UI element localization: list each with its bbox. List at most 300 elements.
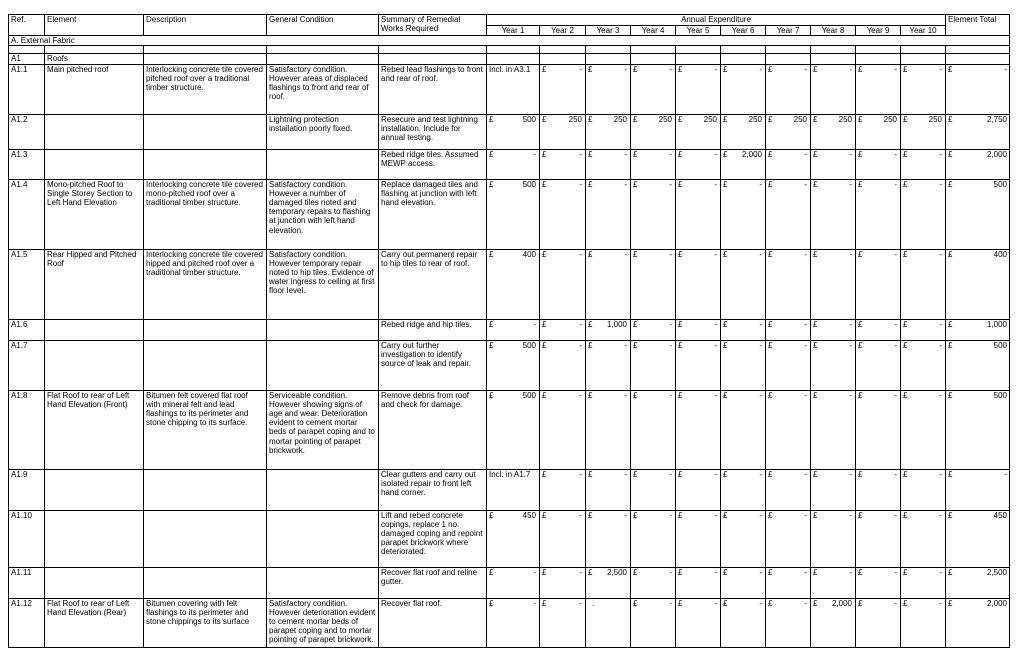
row-year-7-value: - bbox=[804, 510, 807, 520]
currency-symbol: £ bbox=[768, 64, 773, 74]
row-year-5-value: - bbox=[714, 340, 717, 350]
currency-symbol: £ bbox=[948, 567, 953, 577]
currency-symbol: £ bbox=[588, 567, 593, 577]
row-general-condition: Satisfactory condition. However deterioration evident to cement mortar beds of parapet coping and to mortar pointing of parapet brickwork. bbox=[267, 598, 379, 647]
currency-symbol: £ bbox=[542, 149, 547, 159]
row-year-8-value: - bbox=[849, 249, 852, 259]
currency-symbol: £ bbox=[858, 598, 863, 608]
row-element-total-cell bbox=[946, 179, 1010, 249]
row-year-9-cell bbox=[856, 390, 901, 469]
currency-symbol: £ bbox=[858, 510, 863, 520]
row-year-9-value: - bbox=[894, 567, 897, 577]
currency-symbol: £ bbox=[903, 64, 908, 74]
row-year-5-value: - bbox=[714, 390, 717, 400]
table-row bbox=[9, 179, 1010, 249]
row-year-7-value: - bbox=[804, 598, 807, 608]
row-year-5-value: - bbox=[714, 567, 717, 577]
row-element bbox=[45, 340, 144, 390]
row-year-2-value: - bbox=[579, 179, 582, 189]
row-year-5-value: - bbox=[714, 149, 717, 159]
table-row bbox=[9, 249, 1010, 319]
row-ref: A1.6 bbox=[9, 319, 45, 340]
row-year-7-value: - bbox=[804, 390, 807, 400]
row-remedial-works: Rebed ridge and hip tiles. bbox=[379, 319, 487, 340]
row-description: Bitumen covering with felt flashings to its perimeter and stone chippings to its surface bbox=[144, 598, 267, 647]
row-description bbox=[144, 319, 267, 340]
row-year-10-value: - bbox=[939, 510, 942, 520]
row-year-8-value: 2,000 bbox=[831, 598, 852, 608]
currency-symbol: £ bbox=[678, 510, 683, 520]
row-year-1-value: 450 bbox=[522, 510, 536, 520]
currency-symbol: £ bbox=[768, 390, 773, 400]
row-year-10-value: - bbox=[939, 249, 942, 259]
row-description: Bitumen felt covered flat roof with mineral felt and lead flashings to its perimeter and stone chipping to its surface. bbox=[144, 390, 267, 469]
row-description bbox=[144, 510, 267, 567]
row-year-9-value: - bbox=[894, 249, 897, 259]
currency-symbol: £ bbox=[723, 319, 728, 329]
row-element-total-cell bbox=[946, 114, 1010, 149]
group-ref: A1 bbox=[9, 54, 45, 64]
currency-symbol: £ bbox=[903, 179, 908, 189]
row-year-1-cell bbox=[487, 510, 540, 567]
currency-symbol: £ bbox=[948, 249, 953, 259]
row-year-3-value: - bbox=[624, 469, 627, 479]
row-year-2-cell bbox=[540, 469, 586, 510]
row-year-9-value: 250 bbox=[883, 114, 897, 124]
currency-symbol: £ bbox=[542, 179, 547, 189]
currency-symbol: £ bbox=[542, 340, 547, 350]
currency-symbol: £ bbox=[903, 249, 908, 259]
row-year-8-value: - bbox=[849, 510, 852, 520]
row-year-3-cell bbox=[586, 249, 631, 319]
currency-symbol: £ bbox=[768, 249, 773, 259]
row-year-6-cell bbox=[721, 340, 766, 390]
currency-symbol: £ bbox=[633, 390, 638, 400]
currency-symbol: £ bbox=[588, 249, 593, 259]
row-year-10-value: - bbox=[939, 598, 942, 608]
row-element-total-cell bbox=[946, 319, 1010, 340]
currency-symbol: £ bbox=[903, 598, 908, 608]
row-year-4-cell bbox=[631, 249, 676, 319]
row-ref: A1.2 bbox=[9, 114, 45, 149]
row-year-5-cell bbox=[676, 390, 721, 469]
row-element bbox=[45, 114, 144, 149]
table-row bbox=[9, 390, 1010, 469]
row-year-7-cell bbox=[766, 249, 811, 319]
row-year-6-value: 250 bbox=[748, 114, 762, 124]
row-year-5-value: 250 bbox=[703, 114, 717, 124]
currency-symbol: £ bbox=[542, 510, 547, 520]
header-general-condition: General Condition bbox=[267, 15, 379, 36]
currency-symbol: £ bbox=[678, 64, 683, 74]
row-year-7-cell bbox=[766, 64, 811, 114]
currency-symbol: £ bbox=[723, 340, 728, 350]
currency-symbol: £ bbox=[948, 319, 953, 329]
row-general-condition bbox=[267, 319, 379, 340]
table-row bbox=[9, 149, 1010, 179]
row-year-6-value: - bbox=[759, 249, 762, 259]
row-year-3-cell bbox=[586, 510, 631, 567]
row-remedial-works: Recover flat roof. bbox=[379, 598, 487, 647]
row-year-3-value: 2,500 bbox=[606, 567, 627, 577]
row-year-9-cell bbox=[856, 149, 901, 179]
row-year-4-cell bbox=[631, 64, 676, 114]
row-year-2-cell bbox=[540, 319, 586, 340]
row-year-7-value: - bbox=[804, 469, 807, 479]
table-row bbox=[9, 319, 1010, 340]
row-ref: A1.11 bbox=[9, 567, 45, 598]
row-year-4-cell bbox=[631, 179, 676, 249]
row-year-1-cell bbox=[487, 319, 540, 340]
row-year-10-cell bbox=[901, 390, 946, 469]
row-year-7-cell bbox=[766, 179, 811, 249]
row-year-4-value: - bbox=[669, 319, 672, 329]
row-year-2-value: - bbox=[579, 567, 582, 577]
row-remedial-works: Clear gutters and carry out isolated repair to front left hand corner. bbox=[379, 469, 487, 510]
row-year-5-cell bbox=[676, 469, 721, 510]
row-element-total-value: 500 bbox=[993, 340, 1007, 350]
currency-symbol: £ bbox=[768, 149, 773, 159]
row-year-2-value: - bbox=[579, 340, 582, 350]
row-year-8-cell bbox=[811, 567, 856, 598]
row-element bbox=[45, 510, 144, 567]
currency-symbol: £ bbox=[858, 319, 863, 329]
row-year-4-cell bbox=[631, 598, 676, 647]
row-remedial-works: Remove debris from roof and check for damage. bbox=[379, 390, 487, 469]
row-year-6-value: - bbox=[759, 510, 762, 520]
row-year-9-cell bbox=[856, 64, 901, 114]
row-year-5-cell bbox=[676, 340, 721, 390]
row-year-4-cell bbox=[631, 390, 676, 469]
row-year-3-cell bbox=[586, 598, 631, 647]
row-year-1-value: - bbox=[533, 319, 536, 329]
row-year-2-value: - bbox=[579, 64, 582, 74]
row-description: Interlocking concrete tile covered hipped and pitched roof over a traditional timber structure. bbox=[144, 249, 267, 319]
row-element: Main pitched roof bbox=[45, 64, 144, 114]
row-year-6-cell bbox=[721, 114, 766, 149]
row-element-total-value: 2,000 bbox=[986, 598, 1007, 608]
currency-symbol: £ bbox=[768, 114, 773, 124]
currency-symbol: £ bbox=[723, 114, 728, 124]
row-element-total-cell bbox=[946, 567, 1010, 598]
currency-symbol: £ bbox=[948, 114, 953, 124]
currency-symbol: £ bbox=[489, 319, 494, 329]
row-year-10-value: - bbox=[939, 179, 942, 189]
currency-symbol: £ bbox=[903, 510, 908, 520]
row-year-6-cell bbox=[721, 249, 766, 319]
currency-symbol: £ bbox=[813, 249, 818, 259]
row-description bbox=[144, 114, 267, 149]
currency-symbol: £ bbox=[948, 510, 953, 520]
currency-symbol: £ bbox=[948, 469, 953, 479]
currency-symbol: £ bbox=[633, 179, 638, 189]
row-year-10-cell bbox=[901, 249, 946, 319]
currency-symbol: £ bbox=[489, 567, 494, 577]
currency-symbol: £ bbox=[813, 340, 818, 350]
row-ref: A1.5 bbox=[9, 249, 45, 319]
row-year-8-value: - bbox=[849, 390, 852, 400]
row-year-6-value: - bbox=[759, 469, 762, 479]
row-year-6-cell bbox=[721, 469, 766, 510]
row-year-5-cell bbox=[676, 598, 721, 647]
row-year-2-value: - bbox=[579, 319, 582, 329]
row-year-4-value: - bbox=[669, 567, 672, 577]
row-general-condition: Satisfactory condition. However a number of damaged tiles noted and temporary repairs to flashing at junction with left hand elevation. bbox=[267, 179, 379, 249]
row-year-8-cell bbox=[811, 598, 856, 647]
row-year-5-value: - bbox=[714, 510, 717, 520]
header-year-4: Year 4 bbox=[631, 26, 676, 36]
header-ref: Ref. bbox=[9, 15, 45, 36]
row-year-2-value: - bbox=[579, 510, 582, 520]
row-year-7-cell bbox=[766, 567, 811, 598]
row-description bbox=[144, 340, 267, 390]
row-year-5-cell bbox=[676, 114, 721, 149]
header-year-8: Year 8 bbox=[811, 26, 856, 36]
row-year-1-value: - bbox=[533, 567, 536, 577]
currency-symbol: £ bbox=[588, 319, 593, 329]
row-general-condition: Satisfactory condition. However temporary repair noted to hip tiles. Evidence of water ingress to ceiling at first floor level. bbox=[267, 249, 379, 319]
row-year-6-value: - bbox=[759, 598, 762, 608]
row-ref: A1.8 bbox=[9, 390, 45, 469]
row-year-6-value: - bbox=[759, 319, 762, 329]
currency-symbol: £ bbox=[633, 64, 638, 74]
row-year-7-value: 250 bbox=[793, 114, 807, 124]
row-year-10-cell bbox=[901, 179, 946, 249]
row-year-7-cell bbox=[766, 319, 811, 340]
currency-symbol: £ bbox=[633, 149, 638, 159]
row-year-1-cell bbox=[487, 567, 540, 598]
currency-symbol: £ bbox=[903, 567, 908, 577]
row-year-8-cell bbox=[811, 64, 856, 114]
row-element-total-value: 500 bbox=[993, 390, 1007, 400]
row-year-5-value: - bbox=[714, 249, 717, 259]
row-element-total-cell bbox=[946, 598, 1010, 647]
row-year-3-cell bbox=[586, 114, 631, 149]
currency-symbol: £ bbox=[633, 319, 638, 329]
row-ref: A1.10 bbox=[9, 510, 45, 567]
currency-symbol: £ bbox=[948, 149, 953, 159]
row-year-9-cell bbox=[856, 567, 901, 598]
row-year-3-value: - bbox=[624, 179, 627, 189]
row-year-8-cell bbox=[811, 179, 856, 249]
row-ref: A1.3 bbox=[9, 149, 45, 179]
row-year-9-cell bbox=[856, 179, 901, 249]
row-year-3-cell bbox=[586, 149, 631, 179]
row-year-9-value: - bbox=[894, 64, 897, 74]
row-year-8-cell bbox=[811, 510, 856, 567]
row-year-4-value: - bbox=[669, 149, 672, 159]
row-year-3-value: 1,000 bbox=[606, 319, 627, 329]
row-element-total-cell bbox=[946, 510, 1010, 567]
row-element-total-cell bbox=[946, 469, 1010, 510]
row-description: Interlocking concrete tile covered pitched roof over a traditional timber structure. bbox=[144, 64, 267, 114]
currency-symbol: £ bbox=[489, 114, 494, 124]
currency-symbol: £ bbox=[948, 340, 953, 350]
row-year-2-value: 250 bbox=[568, 114, 582, 124]
row-year-1-cell bbox=[487, 179, 540, 249]
row-year-1-value: 500 bbox=[522, 390, 536, 400]
currency-symbol: £ bbox=[678, 340, 683, 350]
currency-symbol: £ bbox=[768, 567, 773, 577]
currency-symbol: £ bbox=[813, 469, 818, 479]
row-year-7-cell bbox=[766, 598, 811, 647]
row-remedial-works: Resecure and test lightning installation. Include for annual testing. bbox=[379, 114, 487, 149]
table-row bbox=[9, 598, 1010, 647]
row-year-1-value: Incl. in A3.1 bbox=[487, 64, 540, 114]
row-year-5-cell bbox=[676, 249, 721, 319]
row-element-total-cell bbox=[946, 340, 1010, 390]
row-general-condition bbox=[267, 340, 379, 390]
currency-symbol: £ bbox=[858, 179, 863, 189]
currency-symbol: £ bbox=[723, 249, 728, 259]
row-element-total-value: 2,500 bbox=[986, 567, 1007, 577]
row-year-8-cell bbox=[811, 469, 856, 510]
currency-symbol: £ bbox=[903, 149, 908, 159]
currency-symbol: £ bbox=[723, 469, 728, 479]
currency-symbol: £ bbox=[489, 249, 494, 259]
row-year-3-cell bbox=[586, 567, 631, 598]
currency-symbol: £ bbox=[858, 149, 863, 159]
currency-symbol: £ bbox=[542, 567, 547, 577]
row-year-7-cell bbox=[766, 114, 811, 149]
row-year-9-value: - bbox=[894, 390, 897, 400]
group-row bbox=[9, 54, 1010, 64]
row-year-1-cell bbox=[487, 390, 540, 469]
header-year-1: Year 1 bbox=[487, 26, 540, 36]
row-year-10-value: - bbox=[939, 469, 942, 479]
row-year-10-cell bbox=[901, 114, 946, 149]
currency-symbol: £ bbox=[489, 598, 494, 608]
currency-symbol: £ bbox=[948, 598, 953, 608]
row-year-10-cell bbox=[901, 510, 946, 567]
row-year-5-cell bbox=[676, 567, 721, 598]
currency-symbol: £ bbox=[723, 510, 728, 520]
row-element-total-cell bbox=[946, 390, 1010, 469]
row-year-6-value: - bbox=[759, 390, 762, 400]
row-year-1-value: 500 bbox=[522, 114, 536, 124]
row-general-condition: Serviceable condition. However showing signs of age and wear. Deterioration evident to cement mortar beds of parapet coping and to mortar pointing of parapet brickwork. bbox=[267, 390, 379, 469]
currency-symbol: £ bbox=[633, 510, 638, 520]
row-remedial-works: Lift and rebed concrete copings, replace 1 no. damaged coping and repoint parapet brickwork where deteriorated. bbox=[379, 510, 487, 567]
row-remedial-works: Carry out permanent repair to hip tiles to rear of roof. bbox=[379, 249, 487, 319]
currency-symbol: £ bbox=[588, 390, 593, 400]
currency-symbol: £ bbox=[903, 319, 908, 329]
row-remedial-works: Carry out further investigation to identify source of leak and repair. bbox=[379, 340, 487, 390]
row-year-5-value: - bbox=[714, 319, 717, 329]
row-year-7-cell bbox=[766, 340, 811, 390]
row-year-9-value: - bbox=[894, 469, 897, 479]
currency-symbol: £ bbox=[813, 64, 818, 74]
row-element-total-value: 450 bbox=[993, 510, 1007, 520]
row-year-6-value: 2,000 bbox=[741, 149, 762, 159]
row-year-10-cell bbox=[901, 149, 946, 179]
currency-symbol: £ bbox=[633, 114, 638, 124]
row-year-4-cell bbox=[631, 149, 676, 179]
row-year-4-cell bbox=[631, 114, 676, 149]
currency-symbol: £ bbox=[489, 179, 494, 189]
row-year-4-value: 250 bbox=[658, 114, 672, 124]
row-description bbox=[144, 469, 267, 510]
row-year-3-cell bbox=[586, 319, 631, 340]
row-year-10-cell bbox=[901, 598, 946, 647]
currency-symbol: £ bbox=[723, 179, 728, 189]
row-year-10-cell bbox=[901, 469, 946, 510]
row-year-9-value: - bbox=[894, 510, 897, 520]
row-year-5-value: - bbox=[714, 64, 717, 74]
currency-symbol: £ bbox=[489, 390, 494, 400]
row-element: Rear Hipped and Pitched Roof bbox=[45, 249, 144, 319]
row-year-5-value: - bbox=[714, 598, 717, 608]
currency-symbol: £ bbox=[542, 249, 547, 259]
currency-symbol: £ bbox=[633, 340, 638, 350]
row-element: Flat Roof to rear of Left Hand Elevation (Front) bbox=[45, 390, 144, 469]
header-year-2: Year 2 bbox=[540, 26, 586, 36]
currency-symbol: £ bbox=[858, 469, 863, 479]
currency-symbol: £ bbox=[858, 249, 863, 259]
row-year-1-value: Incl. in A1.7 bbox=[487, 469, 540, 510]
table-row bbox=[9, 469, 1010, 510]
row-year-9-value: - bbox=[894, 149, 897, 159]
header-element: Element bbox=[45, 15, 144, 36]
row-year-5-cell bbox=[676, 510, 721, 567]
row-year-4-value: - bbox=[669, 179, 672, 189]
row-year-10-value: 250 bbox=[928, 114, 942, 124]
currency-symbol: £ bbox=[813, 149, 818, 159]
row-year-10-cell bbox=[901, 319, 946, 340]
row-year-9-value: - bbox=[894, 179, 897, 189]
currency-symbol: £ bbox=[542, 469, 547, 479]
row-ref: A1.12 bbox=[9, 598, 45, 647]
spacer-row bbox=[9, 46, 1010, 54]
header-year-5: Year 5 bbox=[676, 26, 721, 36]
expenditure-table bbox=[8, 14, 1010, 648]
currency-symbol: £ bbox=[489, 340, 494, 350]
row-element bbox=[45, 567, 144, 598]
row-year-6-cell bbox=[721, 149, 766, 179]
currency-symbol: £ bbox=[678, 149, 683, 159]
row-year-8-value: - bbox=[849, 469, 852, 479]
currency-symbol: £ bbox=[633, 249, 638, 259]
row-year-8-value: - bbox=[849, 179, 852, 189]
row-year-2-value: - bbox=[579, 390, 582, 400]
currency-symbol: £ bbox=[489, 510, 494, 520]
row-year-3-cell bbox=[586, 340, 631, 390]
row-year-2-value: - bbox=[579, 249, 582, 259]
row-year-3-value: - bbox=[624, 64, 627, 74]
row-year-8-value: - bbox=[849, 319, 852, 329]
row-year-1-cell bbox=[487, 340, 540, 390]
row-element bbox=[45, 469, 144, 510]
currency-symbol: £ bbox=[813, 319, 818, 329]
currency-symbol: £ bbox=[588, 179, 593, 189]
currency-symbol: £ bbox=[768, 319, 773, 329]
row-year-4-value: - bbox=[669, 64, 672, 74]
row-element-total-cell bbox=[946, 149, 1010, 179]
row-year-6-value: - bbox=[759, 340, 762, 350]
row-year-9-cell bbox=[856, 598, 901, 647]
currency-symbol: £ bbox=[678, 469, 683, 479]
row-year-1-cell bbox=[487, 149, 540, 179]
row-remedial-works: Rebed lead flashings to front and rear of roof. bbox=[379, 64, 487, 114]
header-year-3: Year 3 bbox=[586, 26, 631, 36]
row-year-4-cell bbox=[631, 567, 676, 598]
currency-symbol: £ bbox=[903, 469, 908, 479]
row-year-3-value: - bbox=[624, 249, 627, 259]
row-year-6-cell bbox=[721, 319, 766, 340]
currency-symbol: £ bbox=[813, 114, 818, 124]
row-element-total-value: 500 bbox=[993, 179, 1007, 189]
row-year-2-value: - bbox=[579, 469, 582, 479]
